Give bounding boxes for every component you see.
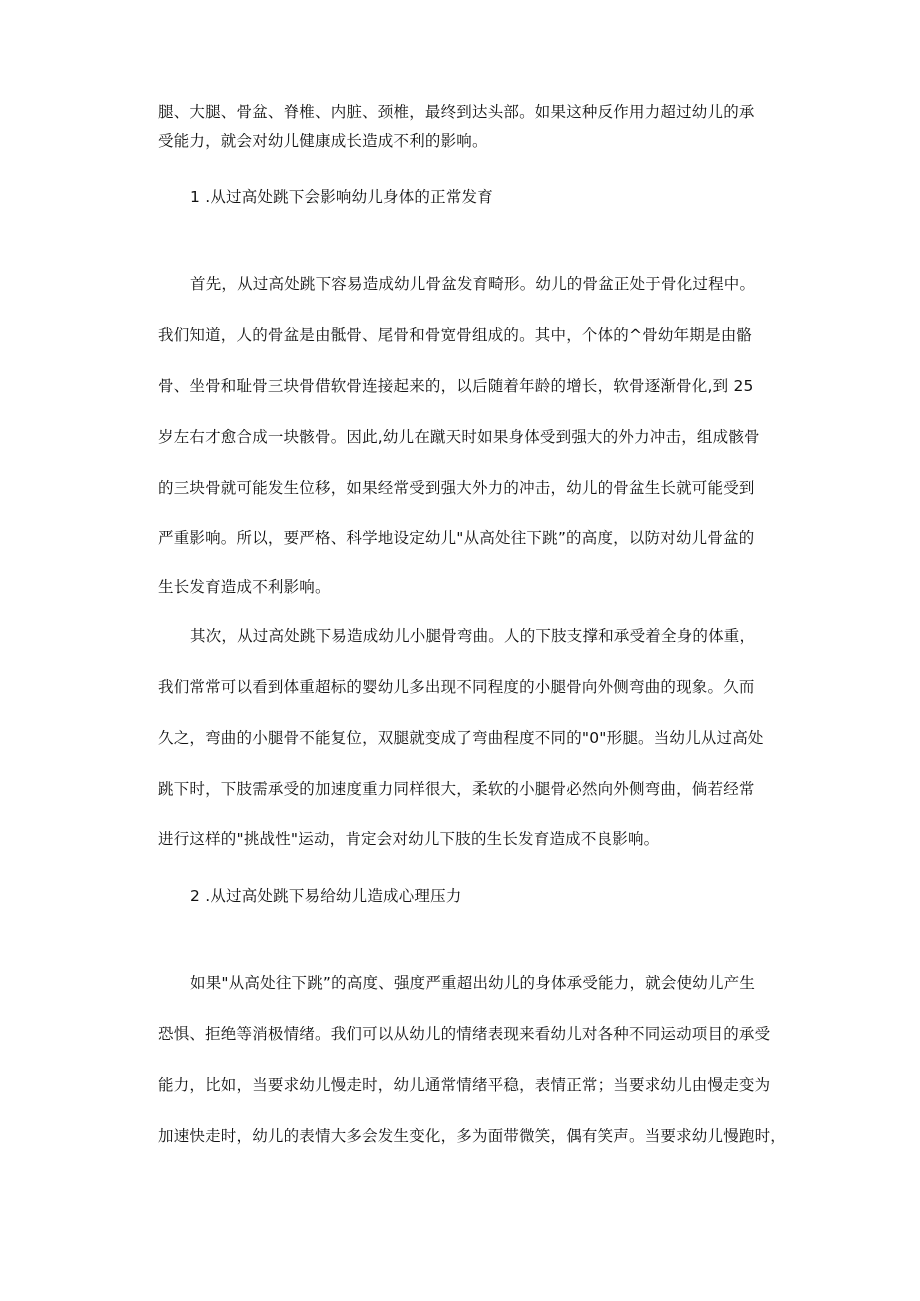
paragraph-line: 能力，比如，当要求幼儿慢走时，幼儿通常情绪平稳，表情正常；当要求幼儿由慢走变为 (158, 1076, 771, 1094)
paragraph-line: 久之，弯曲的小腿骨不能复位，双腿就变成了弯曲程度不同的"0"形腿。当幼儿从过高处 (158, 729, 764, 747)
paragraph-line: 首先，从过高处跳下容易造成幼儿骨盆发育畸形。幼儿的骨盆正处于骨化过程中。 (190, 275, 756, 293)
paragraph-line: 加速快走时，幼儿的表情大多会发生变化，多为面带微笑，偶有笑声。当要求幼儿慢跑时， (158, 1127, 787, 1145)
paragraph-line: 进行这样的"挑战性"运动，肯定会对幼儿下肢的生长发育造成不良影响。 (158, 830, 660, 848)
paragraph-line: 岁左右才愈合成一块骸骨。因此,幼儿在蹴天时如果身体受到强大的外力冲击，组成骸骨 (158, 428, 760, 446)
paragraph-line: 生长发育造成不利影响。 (158, 578, 331, 596)
paragraph-line: 恐惧、拒绝等消极情绪。我们可以从幼儿的情绪表现来看幼儿对各种不同运动项目的承受 (158, 1025, 771, 1043)
intro-line: 腿、大腿、骨盆、脊椎、内脏、颈椎，最终到达头部。如果这种反作用力超过幼儿的承 (158, 103, 755, 121)
paragraph-line: 我们常常可以看到体重超标的婴幼儿多出现不同程度的小腿骨向外侧弯曲的现象。久而 (158, 678, 755, 696)
intro-line: 受能力，就会对幼儿健康成长造成不利的影响。 (158, 132, 488, 150)
paragraph-line: 我们知道，人的骨盆是由骶骨、尾骨和骨宽骨组成的。其中，个体的^骨幼年期是由骼 (158, 326, 753, 344)
paragraph-line: 如果"从高处往下跳”的高度、强度严重超出幼儿的身体承受能力，就会使幼儿产生 (190, 974, 756, 992)
section-heading-1: 1 .从过高处跳下会影响幼儿身体的正常发育 (190, 188, 493, 206)
section-heading-2: 2 .从过高处跳下易给幼儿造成心理压力 (190, 887, 462, 905)
paragraph-line: 骨、坐骨和耻骨三块骨借软骨连接起来的，以后随着年龄的增长，软骨逐渐骨化,到 25 (158, 377, 754, 395)
paragraph-line: 跳下时，下肢需承受的加速度重力同样很大，柔软的小腿骨必然向外侧弯曲，倘若经常 (158, 780, 755, 798)
paragraph-line: 其次，从过高处跳下易造成幼儿小腿骨弯曲。人的下肢支撑和承受着全身的体重， (190, 627, 756, 645)
paragraph-line: 的三块骨就可能发生位移，如果经常受到强大外力的冲击，幼儿的骨盆生长就可能受到 (158, 479, 755, 497)
paragraph-line: 严重影响。所以，要严格、科学地设定幼儿"从高处往下跳”的高度，以防对幼儿骨盆的 (158, 529, 755, 547)
